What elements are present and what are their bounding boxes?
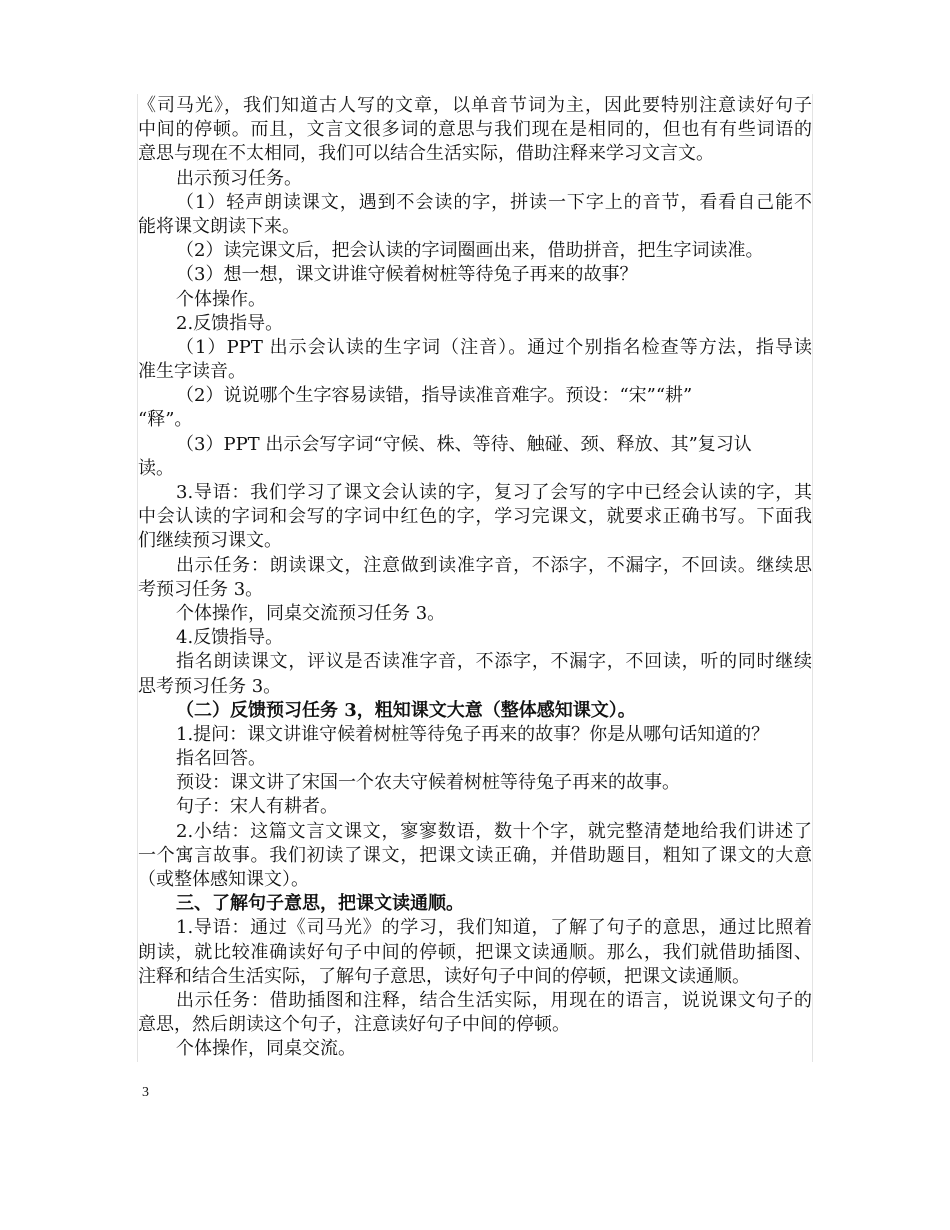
text-line: 能将课文朗读下来。 [138,215,300,237]
document-body [137,94,813,1062]
section-heading: （二）反馈预习任务 3，粗知课文大意（整体感知课文）。 [176,699,636,721]
text-line: 朗读，就比较准确读好句子中间的停顿，把课文读通顺。那么，我们就借助插图、 [138,941,812,963]
text-line: 中会认读的字词和会写的字词中红色的字，学习完课文，就要求正确书写。下面我 [138,506,812,528]
text-line: （2）说说哪个生字容易读错，指导读准音难字。预设：“宋”“耕” [176,385,693,407]
text-line: 指名回答。 [176,748,266,770]
text-line: 出示预习任务。 [176,167,302,189]
text-line: 读。 [138,457,174,479]
text-line: “释”。 [138,409,193,431]
text-line: 1.导语：通过《司马光》的学习，我们知道，了解了句子的意思，通过比照着 [176,917,812,939]
text-line: 个体操作，同桌交流预习任务 3。 [176,602,446,624]
text-line: 注释和结合生活实际，了解句子意思，读好句子中间的停顿，把课文读通顺。 [138,965,750,987]
text-line: （1）轻声朗读课文，遇到不会读的字，拼读一下字上的音节，看看自己能不 [176,191,812,213]
text-line: （3）想一想，课文讲谁守候着树桩等待兔子再来的故事？ [176,264,638,286]
text-line: 1.提问：课文讲谁守候着树桩等待兔子再来的故事？你是从哪句话知道的？ [176,723,770,745]
text-line: 中间的停顿。而且，文言文很多词的意思与我们现在是相同的，但也有有些词语的 [138,119,812,141]
text-line: 《司马光》，我们知道古人写的文章，以单音节词为主，因此要特别注意读好句子 [138,95,812,116]
text-line: 预设：课文讲了宋国一个农夫守候着树桩等待兔子再来的故事。 [176,772,680,794]
text-line: 意思与现在不太相同，我们可以结合生活实际，借助注释来学习文言文。 [138,143,714,165]
text-line: 句子：宋人有耕者。 [176,796,338,818]
section-heading: 三、了解句子意思，把课文读通顺。 [176,893,464,915]
text-line: 个体操作。 [176,288,266,310]
text-line: 一个寓言故事。我们初读了课文，把课文读正确，并借助题目，粗知了课文的大意 [138,844,812,866]
text-line: （1）PPT 出示会认读的生字词（注音）。通过个别指名检查等方法，指导读 [176,336,812,358]
text-line: 思考预习任务 3。 [138,675,282,697]
text-line: （或整体感知课文）。 [138,869,309,890]
text-line: （2）读完课文后，把会认读的字词圈画出来，借助拼音，把生字词读准。 [176,240,764,262]
text-line: 意思，然后朗读这个句子，注意读好句子中间的停顿。 [138,1014,570,1036]
text-line: 出示任务：朗读课文，注意做到读准字音，不添字，不漏字，不回读。继续思 [176,554,812,576]
text-line: 个体操作，同桌交流。 [176,1038,356,1060]
text-line: 考预习任务 3。 [138,578,264,600]
text-line: 指名朗读课文，评议是否读准字音，不添字，不漏字，不回读，听的同时继续 [176,651,812,673]
text-line: 们继续预习课文。 [138,530,282,552]
text-line: 2.反馈指导。 [176,312,284,334]
page-number: 3 [142,1085,149,1100]
text-line: 2.小结：这篇文言文课文，寥寥数语，数十个字，就完整清楚地给我们讲述了 [176,820,812,842]
text-line: 准生字读音。 [138,361,246,383]
text-line: 出示任务：借助插图和注释，结合生活实际，用现在的语言，说说课文句子的 [176,989,812,1011]
text-line: 3.导语：我们学习了课文会认读的字，复习了会写的字中已经会认读的字，其 [176,482,812,503]
text-line: 4.反馈指导。 [176,627,284,649]
text-line: （3）PPT 出示会写字词“守候、株、等待、触碰、颈、释放、其”复习认 [176,433,752,455]
